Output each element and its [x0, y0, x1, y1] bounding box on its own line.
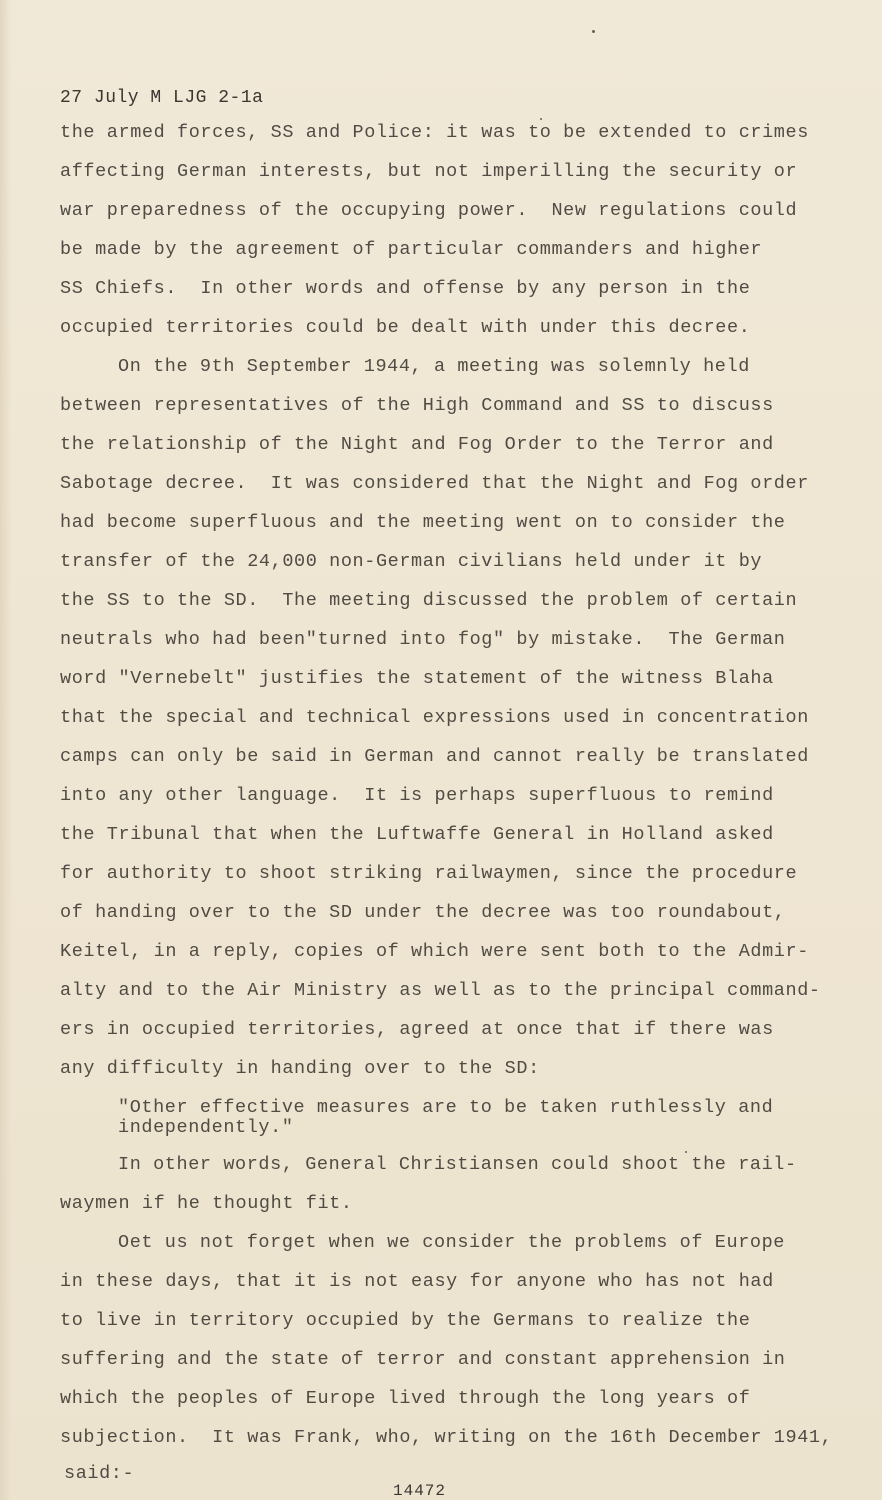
- text-line: be made by the agreement of particular commanders and higher: [60, 239, 763, 260]
- text-line: Oet us not forget when we consider the problems of Europe: [118, 1232, 786, 1253]
- text-line: Sabotage decree. It was considered that the Night and Fog order: [60, 473, 809, 494]
- text-line: the Tribunal that when the Luftwaffe General in Holland asked: [60, 824, 774, 845]
- text-line: camps can only be said in German and cannot really be translated: [60, 746, 809, 767]
- text-line: subjection. It was Frank, who, writing on the 16th December 1941,: [60, 1427, 833, 1448]
- text-line: into any other language. It is perhaps superfluous to remind: [60, 785, 774, 806]
- text-line: transfer of the 24,000 non-German civilians held under it by: [60, 551, 763, 572]
- page-edge-shadow: [0, 0, 12, 1500]
- text-line: that the special and technical expressions used in concentration: [60, 707, 809, 728]
- text-line: ers in occupied territories, agreed at once that if there was: [60, 1019, 774, 1040]
- page-number: 14472: [393, 1482, 447, 1500]
- text-line: the armed forces, SS and Police: it was to be extended to crimes: [60, 122, 809, 143]
- page-header: 27 July M LJG 2-1a: [60, 88, 264, 108]
- paper-speck: [592, 30, 595, 33]
- text-line: affecting German interests, but not imperilling the security or: [60, 161, 798, 182]
- text-line: of handing over to the SD under the decree was too roundabout,: [60, 902, 786, 923]
- block-quote-line: "Other effective measures are to be taken ruthlessly and: [118, 1097, 774, 1118]
- text-line: to live in territory occupied by the Germans to realize the: [60, 1310, 751, 1331]
- text-line: in these days, that it is not easy for anyone who has not had: [60, 1271, 774, 1292]
- text-line: any difficulty in handing over to the SD:: [60, 1058, 540, 1079]
- text-line: word "Vernebelt" justifies the statement of the witness Blaha: [60, 668, 774, 689]
- text-line: waymen if he thought fit.: [60, 1193, 353, 1214]
- text-line: the relationship of the Night and Fog Order to the Terror and: [60, 434, 774, 455]
- paper-speck: [685, 1151, 687, 1153]
- text-line: neutrals who had been"turned into fog" by mistake. The German: [60, 629, 786, 650]
- text-line: On the 9th September 1944, a meeting was solemnly held: [118, 356, 750, 377]
- text-line: In other words, General Christiansen could shoot the rail-: [118, 1154, 797, 1175]
- text-line: for authority to shoot striking railwaymen, since the procedure: [60, 863, 798, 884]
- text-line: which the peoples of Europe lived through the long years of: [60, 1388, 751, 1409]
- text-line: Keitel, in a reply, copies of which were sent both to the Admir-: [60, 941, 809, 962]
- text-line: suffering and the state of terror and constant apprehension in: [60, 1349, 786, 1370]
- text-line: between representatives of the High Command and SS to discuss: [60, 395, 774, 416]
- text-line: alty and to the Air Ministry as well as to the principal command-: [60, 980, 821, 1001]
- text-line: the SS to the SD. The meeting discussed the problem of certain: [60, 590, 798, 611]
- text-line: war preparedness of the occupying power. New regulations could: [60, 200, 798, 221]
- text-line: occupied territories could be dealt with under this decree.: [60, 317, 751, 338]
- block-quote-line: independently.": [118, 1117, 294, 1138]
- text-line: SS Chiefs. In other words and offense by any person in the: [60, 278, 751, 299]
- paper-speck: [540, 118, 542, 120]
- text-line: had become superfluous and the meeting went on to consider the: [60, 512, 786, 533]
- text-line: said:-: [64, 1463, 135, 1484]
